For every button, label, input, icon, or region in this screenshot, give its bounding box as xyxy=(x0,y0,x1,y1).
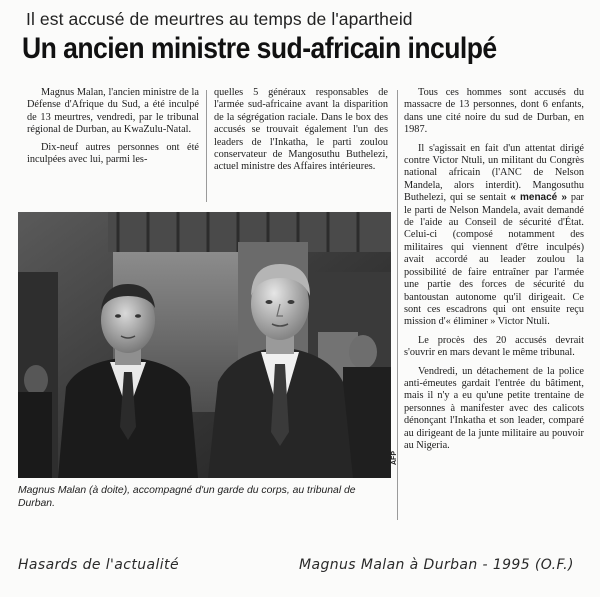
article-column-2 xyxy=(214,87,388,203)
paragraph-2-text-b: par le parti de Nelson Mandela, avait demandé de l'aide au Conseil de sécurité d'État. Celui-ci (composé notamment des militaires qui viennent d'être inculpés) avait accordé au leader zoulou la possibilité de faire entraîner par l'armée une partie des forces de sécurité du bantoustan autonome qu'il dirigeait. Ce sont ces escadrons qui ont ensuite reçu mission d'« éliminer » Victor Ntuli. xyxy=(404,192,584,328)
handwritten-note-left: Hasards de l'actualité xyxy=(18,557,179,573)
photo-credit: AFP xyxy=(391,451,398,465)
column-divider-1 xyxy=(206,90,207,202)
handwritten-note-right: Magnus Malan à Durban - 1995 (O.F.) xyxy=(299,557,574,573)
article-headline: Un ancien ministre sud-africain inculpé xyxy=(22,32,497,65)
column-1-paragraph-2: Dix-neuf autres personnes ont été inculpées avec lui, parmi les- xyxy=(27,141,199,166)
column-2-paragraph-1: quelles 5 généraux responsables de l'armée sud-africaine avant la disparition de la ségrégation raciale. Dans le box des accusés se trouvait également l'un des leaders de l'Inkatha, le parti zoulou conservateur de Mangosuthu Buthelezi, actuel ministre des Affaires intérieures. xyxy=(214,87,388,173)
article-column-1 xyxy=(27,87,199,193)
news-photo xyxy=(18,212,391,478)
column-3-paragraph-2 xyxy=(404,143,584,329)
photo-caption: Magnus Malan (à doite), accompagné d'un garde du corps, au tribunal de Durban. xyxy=(18,485,356,509)
column-3-paragraph-1: Tous ces hommes sont accusés du massacre de 13 personnes, dont 6 enfants, dans une cité noire du sud de Durban, en 1987. xyxy=(404,87,584,136)
news-photo-illustration xyxy=(18,212,391,478)
column-3-paragraph-3: Le procès des 20 accusés devrait s'ouvrir en mars devant le même tribunal. xyxy=(404,334,584,359)
column-1-paragraph-1: Magnus Malan, l'ancien ministre de la Défense d'Afrique du Sud, a été inculpé de 13 meurtres, vendredi, par le tribunal régional de Durban, au KwaZulu-Natal. xyxy=(27,87,199,136)
column-3-paragraph-4: Vendredi, un détachement de la police anti-émeutes gardait l'entrée du bâtiment, mais il n'y a eu qu'une petite trentaine de personnes à manifester avec des calicots dénonçant l'Inkatha et son leader, comparé au dirigeant de la junte militaire au pouvoir au Nigeria. xyxy=(404,365,584,451)
article-column-3 xyxy=(404,87,584,519)
article-kicker: Il est accusé de meurtres au temps de l'apartheid xyxy=(26,9,413,29)
paragraph-2-text-a: Il s'agissait en fait d'un attentat dirigé contre Victor Ntuli, un militant du Congrès national africain (l'ANC de Nelson Mandela, alors interdit). Mangosuthu Buthelezi, qui se sentait xyxy=(404,142,584,204)
paragraph-2-quote: « menacé » xyxy=(510,192,567,204)
